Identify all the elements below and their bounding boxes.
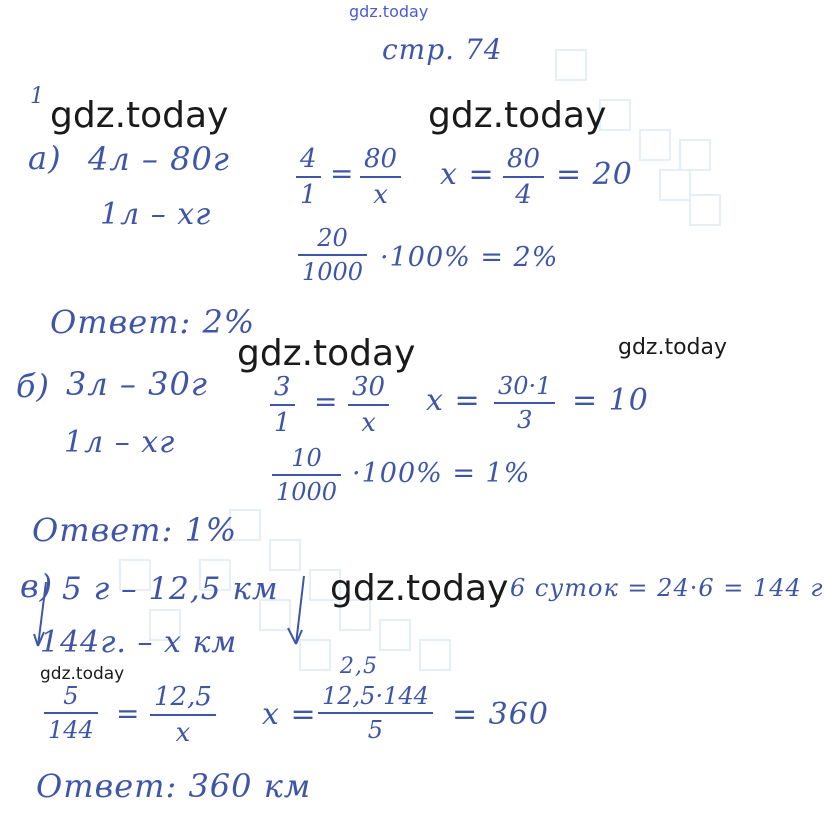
part-c-equals: = — [116, 697, 141, 730]
part-a-proportion-row-1: 4л – 80г — [88, 140, 230, 178]
watermark: gdz.today — [349, 2, 429, 21]
part-c-days-note: 6 суток = 24·6 = 144 г — [510, 574, 824, 602]
part-c-fraction-2: 12,5 х — [150, 684, 216, 746]
part-a-percent: ·100% = 2% — [380, 242, 559, 273]
part-c-label: в) — [20, 567, 54, 605]
watermark: gdz.today — [330, 568, 509, 609]
part-c-x-equals: х = — [262, 697, 317, 732]
part-c-proportion-row-1: 5 г – 12,5 км — [62, 571, 279, 607]
part-b-answer: Ответ: 1% — [32, 511, 238, 549]
part-b-fraction-4: 10 1000 — [272, 446, 341, 504]
part-c-proportion-row-2: 144г. – х км — [40, 625, 238, 660]
part-a-result: = 20 — [556, 157, 633, 192]
part-a-fraction-2: 80 х — [360, 146, 401, 208]
part-c-answer: Ответ: 360 км — [36, 767, 312, 805]
part-a-proportion-row-2: 1л – хг — [100, 197, 212, 232]
part-b-fraction-3: 30·1 3 — [494, 374, 555, 432]
part-b-proportion-row-1: 3л – 30г — [66, 365, 208, 403]
part-a-equals: = — [330, 157, 355, 190]
part-b-equals: = — [314, 385, 339, 418]
part-b-fraction-1: 3 1 — [270, 374, 295, 436]
part-c-result: = 360 — [452, 697, 549, 732]
part-b-x-equals: х = — [426, 383, 481, 418]
watermark: gdz.today — [237, 333, 416, 374]
page-number: стр. 74 — [382, 33, 503, 66]
part-b-percent: ·100% = 1% — [352, 458, 531, 489]
part-b-fraction-2: 30 х — [348, 374, 389, 436]
part-a-fraction-1: 4 1 — [296, 146, 321, 208]
part-c-fraction-3: 12,5·144 5 — [318, 684, 433, 742]
part-c-cancel-note: 2,5 — [340, 654, 378, 679]
watermark: gdz.today — [428, 95, 607, 136]
part-b-proportion-row-2: 1л – хг — [64, 425, 176, 460]
part-a-answer: Ответ: 2% — [50, 303, 256, 341]
part-a-fraction-3: 80 4 — [503, 146, 544, 208]
part-c-fraction-1: 5 144 — [44, 684, 98, 742]
task-number: 1 — [30, 84, 45, 109]
watermark: gdz.today — [40, 664, 125, 684]
watermark: gdz.today — [50, 95, 229, 136]
part-a-x-equals: х = — [440, 157, 495, 192]
part-b-label: б) — [16, 367, 51, 405]
watermark: gdz.today — [618, 335, 728, 360]
part-a-label: а) — [28, 139, 62, 177]
part-b-result: = 10 — [572, 383, 649, 418]
part-a-fraction-4: 20 1000 — [298, 226, 367, 284]
